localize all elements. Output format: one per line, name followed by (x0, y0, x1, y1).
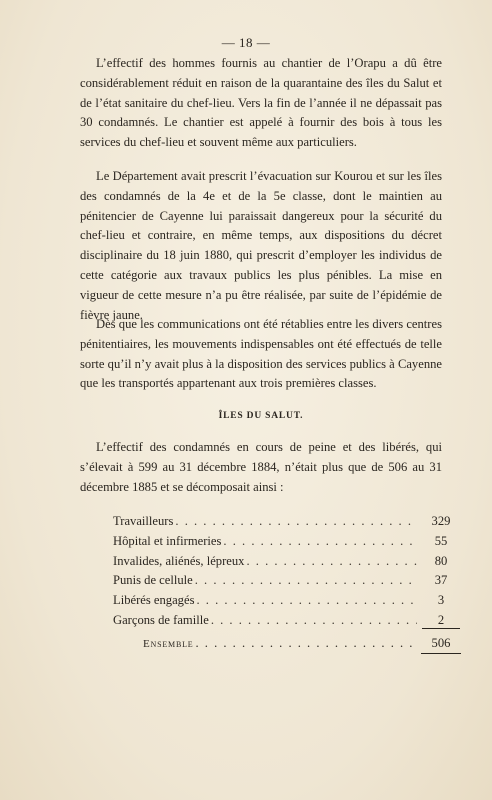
paragraph-text: Le Département avait prescrit l’évacuation sur Kourou et sur les îles des condamnés de la 4e et de la 5e classe, dont le maintien au pénitencier de Cayenne lui paraissait dangereux pour la sécurité du chef-lieu et contraire, en même temps, aux dispositions du décret disciplinaire du 18 juin 1880, qui prescrit d’employer les individus de cette catégorie aux travaux publics les plus pénibles. La mise en vigueur de cette mesure n’a pu être réalisée, par suite de l’épidémie de fièvre jaune. (80, 169, 442, 322)
table-row (113, 611, 461, 631)
paragraph-orapu (80, 54, 442, 153)
row-label: Libérés engagés (113, 593, 195, 608)
row-label: Garçons de famille (113, 612, 209, 627)
row-label: Travailleurs (113, 514, 174, 528)
row-value: 37 (434, 573, 448, 588)
paragraph-text: Dès que les communications ont été rétablies entre les divers centres pénitentiaires, les mouvements indispensables ont été effectués de telle sorte qu’il n’y avait plus à la disposition des services publics à Cayenne que les transportés appartenant aux trois premières classes. (80, 317, 442, 391)
sum-rule (422, 628, 460, 629)
section-heading: ÎLES DU SALUT. (218, 411, 304, 421)
table-row (113, 532, 461, 552)
total-label: Ensemble (143, 637, 194, 650)
total-value: 506 (421, 634, 461, 654)
row-value: 80 (434, 553, 448, 568)
page-number: — 18 — (221, 35, 271, 50)
row-value: 329 (431, 514, 451, 528)
leader-dots (196, 591, 417, 611)
breakdown-table (113, 512, 461, 654)
row-label: Hôpital et infirmeries (113, 533, 222, 548)
leader-dots (211, 611, 417, 631)
table-row (113, 591, 461, 611)
row-label: Invalides, aliénés, lépreux (113, 553, 245, 568)
row-value: 2 (437, 612, 445, 627)
leader-dots (223, 532, 417, 552)
leader-dots (175, 512, 417, 532)
paragraph-communications (80, 315, 442, 394)
total-row (113, 633, 461, 654)
table-row (113, 512, 461, 532)
row-value: 55 (434, 533, 448, 548)
paragraph-text: L’effectif des hommes fournis au chantier de l’Orapu a dû être considérablement réduit en raison de la quarantaine des îles du Salut et de l’état sanitaire du chef-lieu. Vers la fin de l’année il ne dépassait pas 30 condamnés. Le chantier est appelé à fournir des bois à tous les services du chef-lieu et souvent même aux particuliers. (80, 56, 442, 150)
leader-dots (195, 571, 417, 591)
paragraph-text: L’effectif des condamnés en cours de peine et des libérés, qui s’élevait à 599 au 31 décembre 1884, n’était plus que de 506 au 31 décembre 1885 et se décomposait ainsi : (80, 440, 442, 494)
leader-dots (195, 633, 417, 654)
row-value: 3 (437, 593, 445, 608)
table-row (113, 571, 461, 591)
paragraph-evacuation (80, 167, 442, 325)
table-row (113, 552, 461, 572)
leader-dots (246, 552, 417, 572)
row-label: Punis de cellule (113, 573, 193, 588)
paragraph-effectif (80, 438, 442, 497)
